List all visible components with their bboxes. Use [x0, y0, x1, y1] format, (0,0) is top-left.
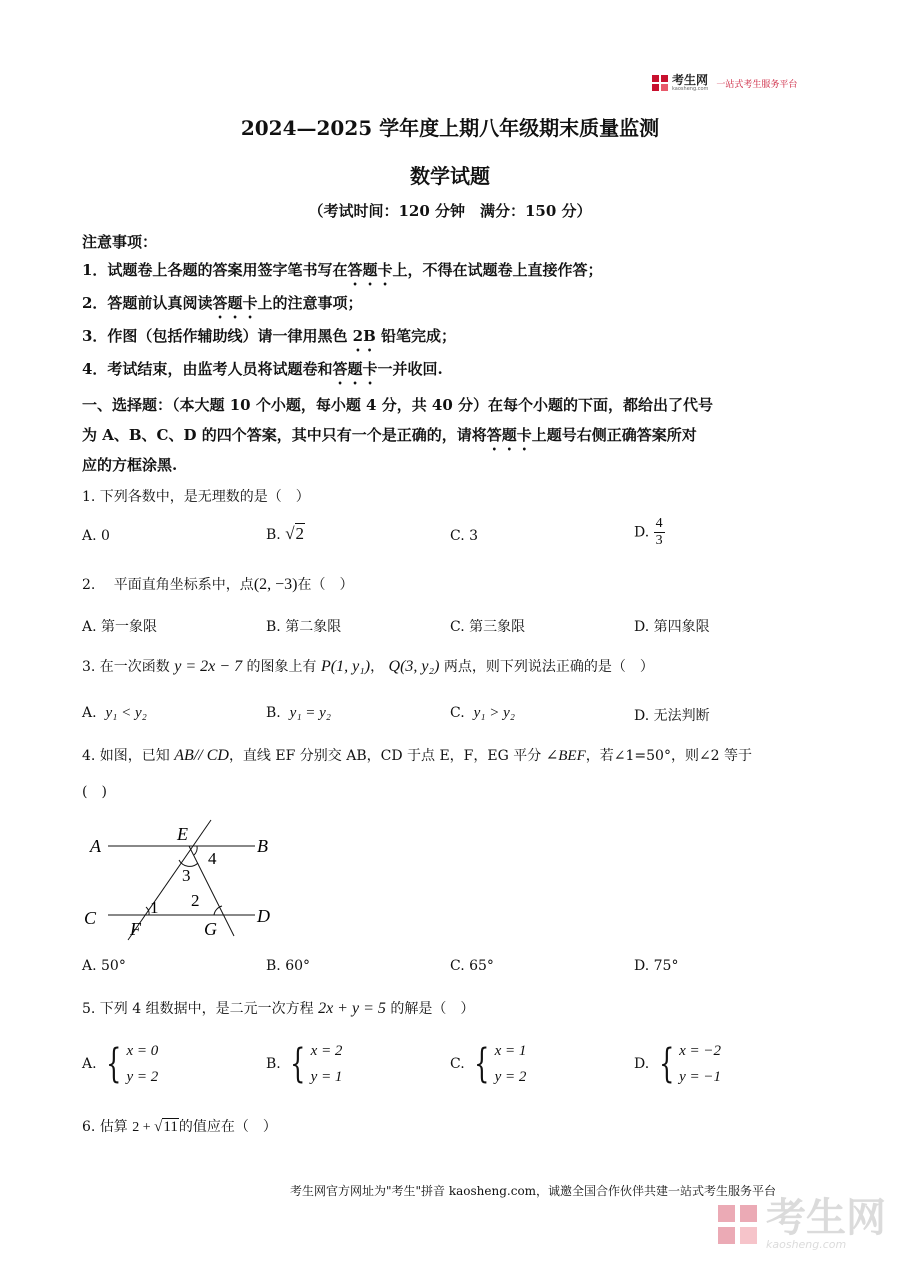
equation-rows [495, 1038, 527, 1090]
fraction-denominator: 3 [655, 533, 663, 548]
notes-heading: 注意事项： [82, 233, 158, 251]
q3-comma: ， [370, 659, 385, 675]
q4-stem-mid: ，直线 EF 分别交 AB，CD 于点 E，F，EG 平分 [228, 748, 542, 764]
note-1-emphasis: 答题卡 [347, 261, 393, 279]
label-a: A [90, 836, 101, 856]
equation-row: y = 1 [310, 1069, 343, 1085]
equation-system [285, 1038, 342, 1090]
q1-option-d-label: D. [634, 524, 650, 541]
q3-option-a-label: A. [82, 705, 97, 721]
equation-rows [126, 1038, 158, 1090]
q4-parallel: AB// CD [174, 747, 229, 764]
section1-line1: 一、选择题：（本大题 10 个小题，每小题 4 分，共 40 分）在每个小题的下面，都给出了代号 [82, 396, 714, 414]
q6-expression: 2 + [132, 1120, 155, 1135]
label-g: G [204, 919, 217, 939]
equation-row: y = 2 [494, 1069, 527, 1085]
q3-option-b-value: y₁ = y₂ [289, 705, 332, 721]
brand-logo [652, 74, 797, 92]
q4-option-b: B. 60° [266, 958, 311, 974]
note-4-text: 4．考试结束，由监考人员将试题卷和 [82, 360, 333, 378]
equation-system [469, 1038, 526, 1090]
note-1-text: 1．试题卷上各题的答案用签字笔书写在 [82, 261, 348, 279]
angle-4-arc [194, 846, 197, 855]
q3-point-p: P(1, y₁) [320, 658, 371, 675]
q5-stem-text: 5. 下列 4 组数据中，是二元一次方程 [82, 1001, 314, 1017]
logo-text-block [672, 74, 708, 92]
q1-option-d [634, 516, 665, 549]
fraction-numerator: 4 [655, 516, 663, 531]
q3-stem [82, 656, 654, 676]
q3-option-c-value: y₁ > y₂ [473, 705, 515, 721]
equation-row: x = 2 [310, 1043, 343, 1059]
note-2-emphasis: 答题卡 [212, 294, 258, 312]
q2-stem-text: 2. 平面直角坐标系中，点 [82, 577, 254, 593]
label-angle-2: 2 [191, 891, 200, 910]
q3-stem-text: 3. 在一次函数 [82, 659, 170, 675]
q5-option-b-label: B. [266, 1056, 281, 1072]
equation-row: x = 0 [126, 1043, 159, 1059]
q4-option-c: C. 65° [450, 958, 494, 974]
label-d: D [257, 906, 270, 926]
q4-angle: ∠BEF [545, 748, 586, 764]
q3-option-a-value: y₁ < y₂ [105, 705, 147, 721]
sqrt-icon: √2 [285, 524, 305, 543]
q1-option-c: C. 3 [450, 528, 479, 544]
q6-radicand: 11 [163, 1119, 178, 1135]
note-3 [82, 325, 456, 355]
note-4-text-end: 一并收回. [377, 360, 443, 378]
q3-point-q: Q(3, y₂) [388, 658, 440, 675]
equation-row: x = −2 [679, 1043, 721, 1059]
q4-stem [82, 745, 752, 765]
q5-equation: 2x + y = 5 [318, 1000, 386, 1017]
q3-stem-mid: 的图象上有 [246, 659, 317, 675]
q5-stem [82, 998, 474, 1018]
watermark-logo-icon [718, 1205, 758, 1245]
q1-option-b-radicand: 2 [295, 524, 305, 543]
equation-system [654, 1038, 721, 1090]
equation-system [101, 1038, 158, 1090]
q2-stem [82, 574, 354, 594]
q5-option-b [266, 1038, 342, 1090]
exam-title: 2024—2025 学年度上期八年级期末质量监测 [240, 116, 660, 140]
brace-icon: { [106, 1041, 122, 1087]
q6-stem [82, 1116, 277, 1136]
q3-option-c [450, 705, 515, 722]
q4-stem-text: 4. 如图，已知 [82, 748, 170, 764]
brace-icon: { [658, 1041, 675, 1087]
equation-row: y = 2 [126, 1069, 159, 1085]
q5-option-a-label: A. [82, 1056, 97, 1072]
note-4 [82, 358, 443, 388]
label-c: C [84, 908, 97, 928]
q3-option-b-label: B. [266, 705, 281, 721]
equation-row: y = −1 [679, 1069, 721, 1085]
q5-option-d [634, 1038, 721, 1090]
q3-stem-end: 两点，则下列说法正确的是（ ） [443, 659, 654, 675]
logo-url: kaosheng.com [672, 86, 709, 92]
note-3-emphasis: 2B [352, 327, 376, 345]
q4-option-d: D. 75° [634, 958, 679, 974]
q1-option-b [266, 524, 305, 544]
q3-option-c-label: C. [450, 705, 465, 721]
label-angle-4: 4 [208, 849, 217, 868]
q6-stem-end: 的值应在（ ） [178, 1119, 277, 1135]
q6-stem-text: 6. 估算 [82, 1119, 128, 1135]
q2-option-d: D. 第四象限 [634, 619, 710, 635]
q4-stem-end: ，若∠1=50°，则∠2 等于 [585, 748, 753, 764]
watermark-url: kaosheng.com [766, 1238, 847, 1251]
label-b: B [257, 836, 268, 856]
q3-option-b [266, 705, 331, 722]
q5-option-d-label: D. [634, 1056, 650, 1072]
label-angle-3: 3 [182, 866, 191, 885]
label-f: F [130, 919, 141, 939]
exam-info: （考试时间：120 分钟 满分：150 分） [308, 202, 592, 220]
q3-function: y = 2x − 7 [174, 658, 243, 675]
q4-option-a: A. 50° [82, 958, 126, 974]
q5-stem-end: 的解是（ ） [390, 1001, 475, 1017]
q4-answer-paren: ( ) [82, 784, 107, 800]
label-angle-1: 1 [150, 898, 159, 917]
q5-option-c [450, 1038, 526, 1090]
equation-row: x = 1 [494, 1043, 527, 1059]
section1-line2 [82, 424, 697, 454]
logo-slogan: 一站式考生服务平台 [716, 79, 798, 90]
q2-point: (2, −3) [253, 576, 298, 593]
section1-line2-text-end: 上题号右侧正确答案所对 [531, 426, 697, 444]
q4-figure [80, 815, 280, 945]
q5-option-c-label: C. [450, 1056, 465, 1072]
q1-option-b-label: B. [266, 527, 281, 543]
q3-option-a [82, 705, 147, 722]
brace-icon: { [290, 1041, 306, 1087]
note-1 [82, 259, 602, 289]
exam-subject: 数学试题 [410, 164, 490, 188]
q1-stem: 1. 下列各数中，是无理数的是（ ） [82, 489, 310, 505]
watermark-text: 考生网 [766, 1195, 886, 1241]
logo-text: 考生网 [672, 73, 709, 87]
page-footer: 考生网官方网址为"考生"拼音 kaosheng.com，诚邀全国合作伙伴共建一站式考生服务平台 [290, 1184, 777, 1198]
note-4-emphasis: 答题卡 [332, 360, 378, 378]
q2-option-b: B. 第二象限 [266, 619, 342, 635]
note-3-text: 3．作图（包括作辅助线）请一律用黑色 [82, 327, 353, 345]
q3-option-d: D. 无法判断 [634, 708, 710, 724]
note-2-text: 2．答题前认真阅读 [82, 294, 213, 312]
sqrt-icon: √11 [154, 1119, 178, 1135]
section1-line2-text: 为 A、B、C、D 的四个答案，其中只有一个是正确的，请将 [82, 426, 487, 444]
equation-rows [311, 1038, 343, 1090]
watermark [718, 1195, 886, 1251]
note-3-text-end: 铅笔完成； [375, 327, 457, 345]
q2-option-c: C. 第三象限 [450, 619, 526, 635]
note-1-text-end: 上，不得在试题卷上直接作答； [392, 261, 603, 279]
q2-option-a: A. 第一象限 [82, 619, 158, 635]
label-e: E [177, 824, 188, 844]
q2-stem-end: 在（ ） [297, 577, 354, 593]
note-2 [82, 292, 362, 322]
brace-icon: { [474, 1041, 490, 1087]
equation-rows [679, 1038, 721, 1090]
fraction [654, 516, 665, 549]
q5-option-a [82, 1038, 158, 1090]
note-2-text-end: 上的注意事项； [257, 294, 363, 312]
q1-option-a: A. 0 [82, 528, 110, 544]
watermark-text-block [766, 1195, 886, 1251]
section1-emphasis: 答题卡 [486, 426, 532, 444]
section1-line3: 应的方框涂黑. [82, 456, 178, 474]
logo-mark-icon [652, 75, 668, 91]
